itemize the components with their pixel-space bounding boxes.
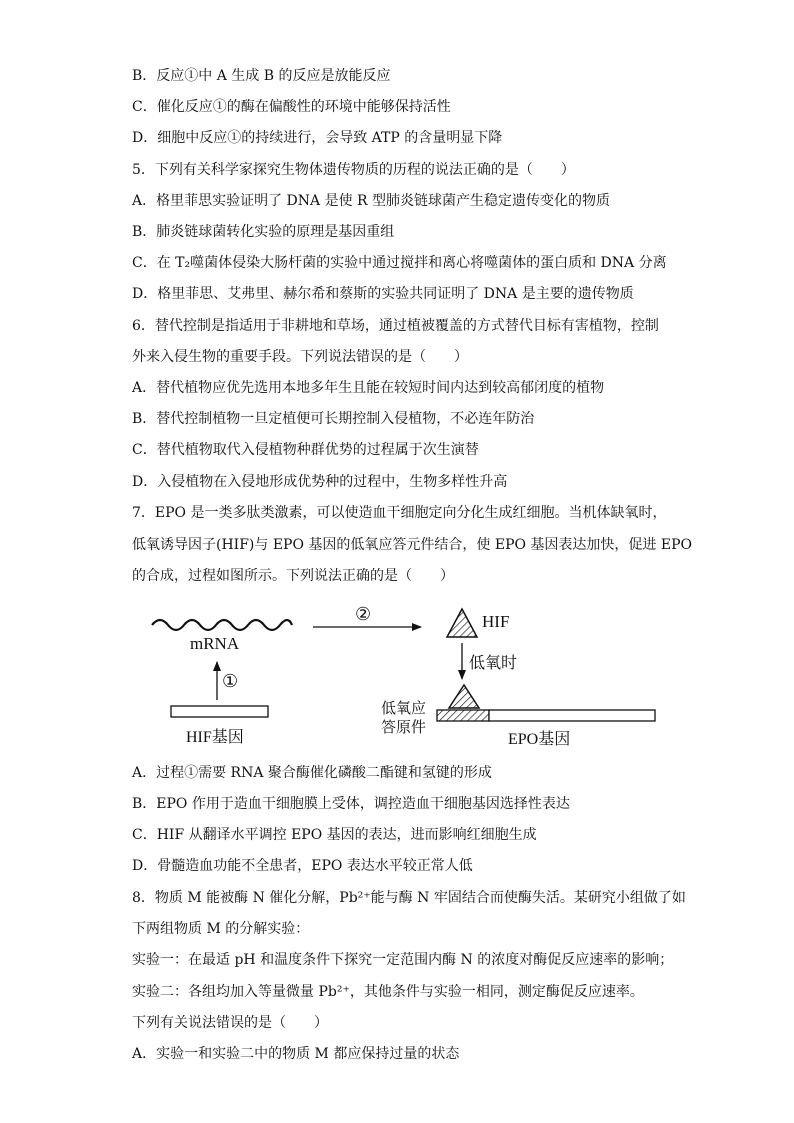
hif-triangle-top [447,609,477,637]
experiment-1: 实验一：在最适 pH 和温度条件下探究一定范围内酶 N 的浓度对酶促反应速率的影响； [132,952,674,968]
question-7-option-b: B．EPO 作用于造血干细胞膜上受体，调控造血干细胞基因选择性表达 [132,796,570,812]
question-7-option-c: C．HIF 从翻译水平调控 EPO 基因的表达，进而影响红细胞生成 [132,827,537,843]
question-5-option-c: C．在 T₂噬菌体侵染大肠杆菌的实验中通过搅拌和离心将噬菌体的蛋白质和 DNA 分离 [132,255,667,271]
mrna-label: mRNA [190,634,240,653]
question-5-option-d: D．格里菲思、艾弗里、赫尔希和蔡斯的实验共同证明了 DNA 是主要的遗传物质 [132,286,634,302]
hif-gene-label: HIF基因 [186,729,244,746]
hif-gene-bar [171,706,268,717]
question-8-prompt: 下列有关说法错误的是（ ） [132,1015,328,1031]
question-6-option-a: A．替代植物应优先选用本地多年生且能在较短时间内达到较高郁闭度的植物 [132,380,605,396]
mrna-strand [152,620,292,630]
step-1-label: ① [222,671,239,691]
epo-gene-label: EPO基因 [508,731,571,748]
hif-triangle-bound [449,685,479,708]
question-7-option-a: A．过程①需要 RNA 聚合酶催化磷酸二酯键和氢键的形成 [132,765,492,781]
question-6-option-c: C．替代植物取代入侵植物种群优势的过程属于次生演替 [132,442,479,458]
hre-label-line1: 低氧应 [381,699,427,717]
question-8-stem-line1: 8．物质 M 能被酶 N 催化分解，Pb²⁺能与酶 N 牢固结合而使酶失活。某研究小组做了如 [132,890,686,906]
question-5-option-a: A．格里菲思实验证明了 DNA 是使 R 型肺炎链球菌产生稳定遗传变化的物质 [132,193,611,209]
question-7-stem-line1: 7．EPO 是一类多肽类激素，可以使造血干细胞定向分化生成红细胞。当机体缺氧时， [132,505,667,521]
question-6-option-b: B．替代控制植物一旦定植便可长期控制入侵植物，不必连年防治 [132,411,535,427]
question-5-option-b: B．肺炎链球菌转化实验的原理是基因重组 [132,224,395,240]
question-7-stem-line2: 低氧诱导因子(HIF)与 EPO 基因的低氧应答元件结合，使 EPO 基因表达加快，促进 EPO [132,537,692,553]
step-2-label: ② [355,604,372,624]
epo-gene-bar [489,710,655,721]
option-b-reaction: B．反应①中 A 生成 B 的反应是放能反应 [132,68,391,84]
question-6-option-d: D．入侵植物在入侵地形成优势种的过程中，生物多样性升高 [132,474,508,490]
question-8-option-a: A．实验一和实验二中的物质 M 都应保持过量的状态 [132,1046,460,1062]
hif-label: HIF [482,612,510,631]
hre-label-line2: 答原件 [381,718,427,736]
question-5-stem: 5．下列有关科学家探究生物体遗传物质的历程的说法正确的是（ ） [132,162,575,178]
question-6-stem-line1: 6．替代控制是指适用于非耕地和草场，通过植被覆盖的方式替代目标有害植物，控制 [132,318,659,334]
experiment-2: 实验二：各组均加入等量微量 Pb²⁺，其他条件与实验一相同，测定酶促反应速率。 [132,984,644,1000]
low-oxygen-label: 低氧时 [469,653,518,672]
question-8-stem-line2: 下两组物质 M 的分解实验： [132,921,310,937]
hypoxia-response-element [437,710,489,721]
option-c-reaction: C．催化反应①的酶在偏酸性的环境中能够保持活性 [132,99,451,115]
question-7-option-d: D．骨髓造血功能不全患者，EPO 表达水平较正常人低 [132,858,473,874]
option-d-reaction: D．细胞中反应①的持续进行，会导致 ATP 的含量明显下降 [132,130,503,146]
question-7-stem-line3: 的合成，过程如图所示。下列说法正确的是（ ） [132,568,454,584]
question-6-stem-line2: 外来入侵生物的重要手段。下列说法错误的是（ ） [132,349,468,365]
